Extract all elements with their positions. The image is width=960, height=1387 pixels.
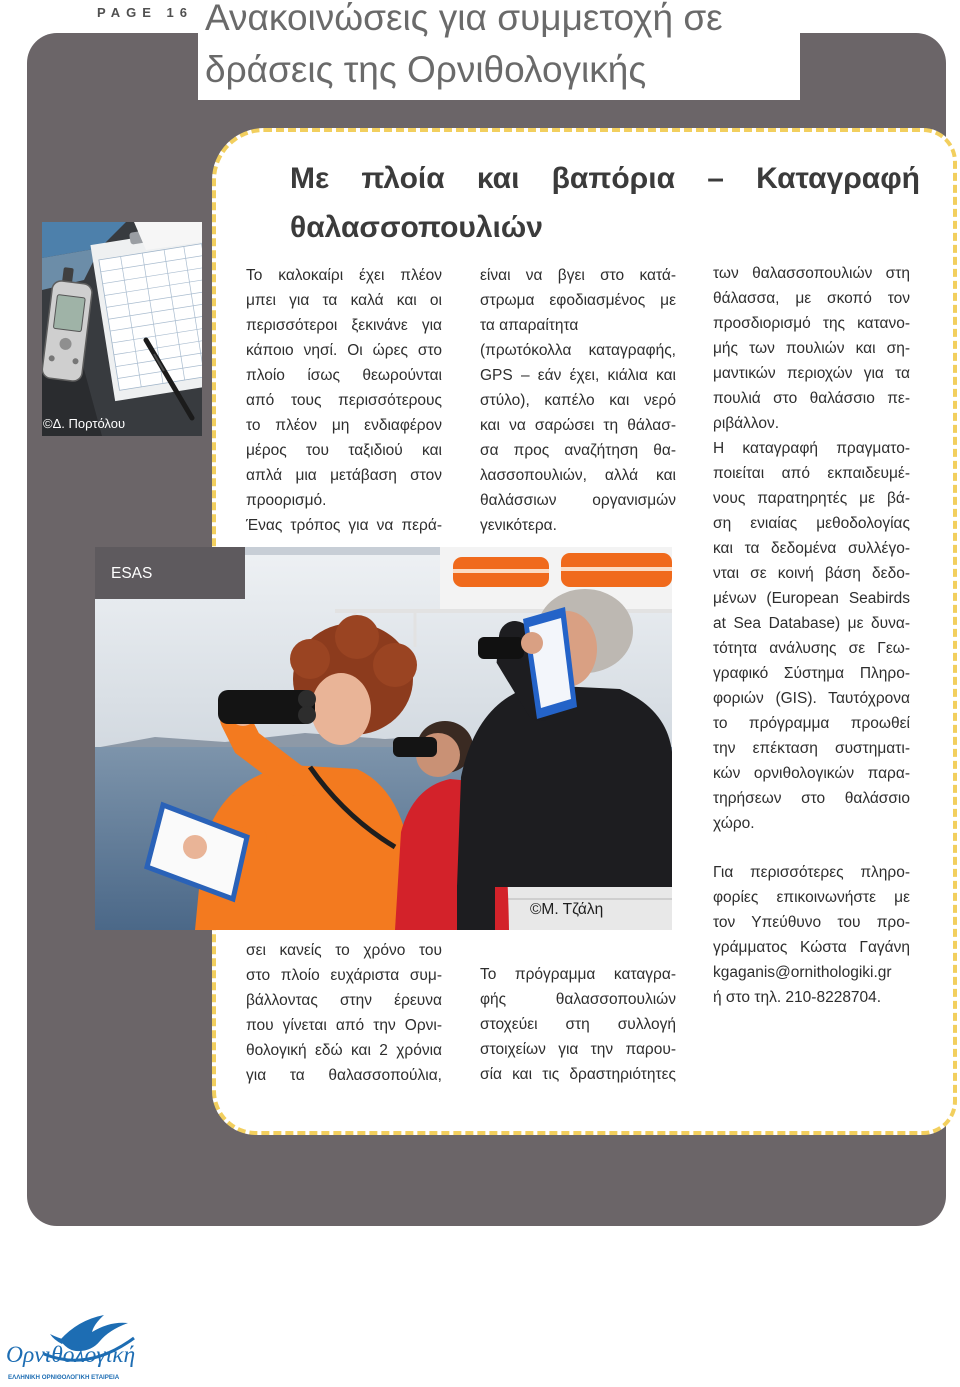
observers-image [95, 547, 672, 930]
text-line: θαλάσσιων οργανισμών [480, 491, 676, 509]
article-heading-line: Με πλοία και βαπόρια – Καταγραφή [290, 161, 920, 195]
text-line: τα απαραίτητα [480, 316, 579, 334]
text-line: βάλλοντας στην έρευνα [246, 991, 442, 1009]
page-number: PAGE 16 [97, 5, 193, 20]
column-2-top [480, 263, 676, 538]
contact-email-link[interactable]: kgaganis@ornithologiki.gr [713, 963, 892, 981]
text-line: Ένας τρόπος για να περά- [246, 516, 442, 534]
logo-tagline: ΕΛΛΗΝΙΚΗ ΟΡΝΙΘΟΛΟΓΙΚΗ ΕΤΑΙΡΕΙΑ [8, 1374, 120, 1381]
column-3-top [713, 261, 910, 836]
text-line: φορίες επικοινωνήστε με [713, 888, 910, 906]
text-line: μαντικών περιοχών για τα [713, 364, 910, 382]
text-line: μέρος του ταξιδιού και [246, 441, 442, 459]
text-line: GPS – εάν έχει, κιάλια και [480, 366, 676, 384]
text-line: Το καλοκαίρι έχει πλέον [246, 266, 442, 284]
ornithologiki-logo [4, 1310, 138, 1386]
text-line: περισσότεροι ξεκινάνε για [246, 316, 442, 334]
text-line: τον Υπεύθυνο του προ- [713, 913, 910, 931]
text-line: Η καταγραφή πραγματο- [713, 439, 910, 457]
text-line: στο πλοίο ευχάριστα συμ- [246, 966, 442, 984]
text-line: μπει για τα καλά και οι [246, 291, 442, 309]
text-line: θολογική εδώ και 2 χρόνια [246, 1041, 442, 1059]
text-line: χώρο. [713, 814, 755, 832]
logo-wordmark: Ορνιθολογική [6, 1342, 136, 1368]
text-line: το πλέον μη ενδιαφέρον [246, 416, 442, 434]
text-line: από τους περισσότερους [246, 391, 442, 409]
text-line: πουλιά στο θαλάσσιο πε- [713, 389, 910, 407]
text-line: γραφικό Σύστημα Πληρο- [713, 664, 910, 682]
text-line: νους παρατηρητές με βά- [713, 489, 910, 507]
text-line: τότητα ανάλυσης σε Γεω- [713, 639, 910, 657]
photo-label: ESAS [111, 565, 153, 582]
text-line: μής των πουλιών και ση- [713, 339, 910, 357]
text-line: θάλασσα, με σκοπό τον [713, 289, 910, 307]
text-line: ή στο τηλ. 210-8228704. [713, 988, 882, 1006]
text-line: νται σε κοινή βάση δεδο- [713, 564, 910, 582]
text-line: ση ενιαίας μεθοδολογίας [713, 514, 910, 532]
text-line: σία και τις δραστηριότητες [480, 1065, 676, 1083]
text-line: το πρόγραμμα προωθεί [713, 714, 910, 732]
text-line: σει κανείς το χρόνο του [246, 941, 442, 959]
text-line: που γίνεται από την Ορνι- [246, 1016, 442, 1034]
column-1-top [246, 263, 442, 538]
text-line: απλά μια μετάβαση στον [246, 466, 442, 484]
text-line: γράμματος Κώστα Γαγάνη [713, 938, 910, 956]
text-line: at Sea Database) με δυνα- [713, 614, 910, 632]
text-line: στοχεύει στη συλλογή [480, 1015, 676, 1033]
text-line: ποιείται από εκπαιδευμέ- [713, 464, 910, 482]
text-line: κών ορνιθολογικών παρα- [713, 764, 910, 782]
text-line: τηρήσεων στο θαλάσσιο [713, 789, 910, 807]
photo-credit: ©Μ. Τζάλη [530, 901, 604, 918]
clipboard-gps-photo [42, 222, 202, 436]
text-line: λασσοπουλιών, αλλά και [480, 466, 676, 484]
text-line: στρωμα εφοδιασμένος με [480, 291, 676, 309]
text-line: προορισμό. [246, 491, 327, 509]
text-line: για τα θαλασσοπούλια, [246, 1066, 442, 1084]
article-heading [290, 154, 920, 252]
text-line: Το πρόγραμμα καταγρα- [480, 965, 676, 983]
text-line: μένων (European Seabirds [713, 589, 910, 607]
text-line: Για περισσότερες πληρο- [713, 863, 910, 881]
text-line: πλοίο ίσως θεωρούνται [246, 366, 442, 384]
column-2-bottom [480, 962, 676, 1087]
text-line: κάποιο νησί. Οι ώρες στο [246, 341, 442, 359]
text-line: φής θαλασσοπουλιών [480, 990, 676, 1008]
page-title-line: Ανακοινώσεις για συμμετοχή σε [205, 0, 723, 38]
text-line: σα προς αναζήτηση θα- [480, 441, 676, 459]
text-line: και τα δεδομένα συλλέγο- [713, 539, 910, 557]
text-line: στοιχείων για την παρου- [480, 1040, 676, 1058]
page-title [205, 0, 800, 96]
text-line: στύλο), καπέλο και νερό [480, 391, 676, 409]
text-line: γενικότερα. [480, 516, 557, 534]
page-title-line: δράσεις της Ορνιθολογικής [205, 49, 647, 90]
text-line: των θαλασσοπουλιών στη [713, 264, 910, 282]
article-heading-line: θαλασσοπουλιών [290, 210, 543, 244]
column-1-bottom [246, 938, 442, 1088]
clipboard-gps-image [42, 222, 202, 436]
text-line: προσδιορισμό της κατανο- [713, 314, 910, 332]
photo-credit: ©Δ. Πορτόλου [43, 416, 126, 431]
text-line: και να σαρώσει τη θάλασ- [480, 416, 676, 434]
text-line: (πρωτόκολλα καταγραφής, [480, 341, 676, 359]
text-line: φοριών (GIS). Ταυτόχρονα [713, 689, 910, 707]
text-line: είναι να βγει στο κατά- [480, 266, 676, 284]
seabird-observers-photo [95, 547, 672, 930]
column-3-contact [713, 860, 910, 1010]
text-line: την επέκταση συστηματι- [713, 739, 910, 757]
text-line: ριβάλλον. [713, 414, 780, 432]
